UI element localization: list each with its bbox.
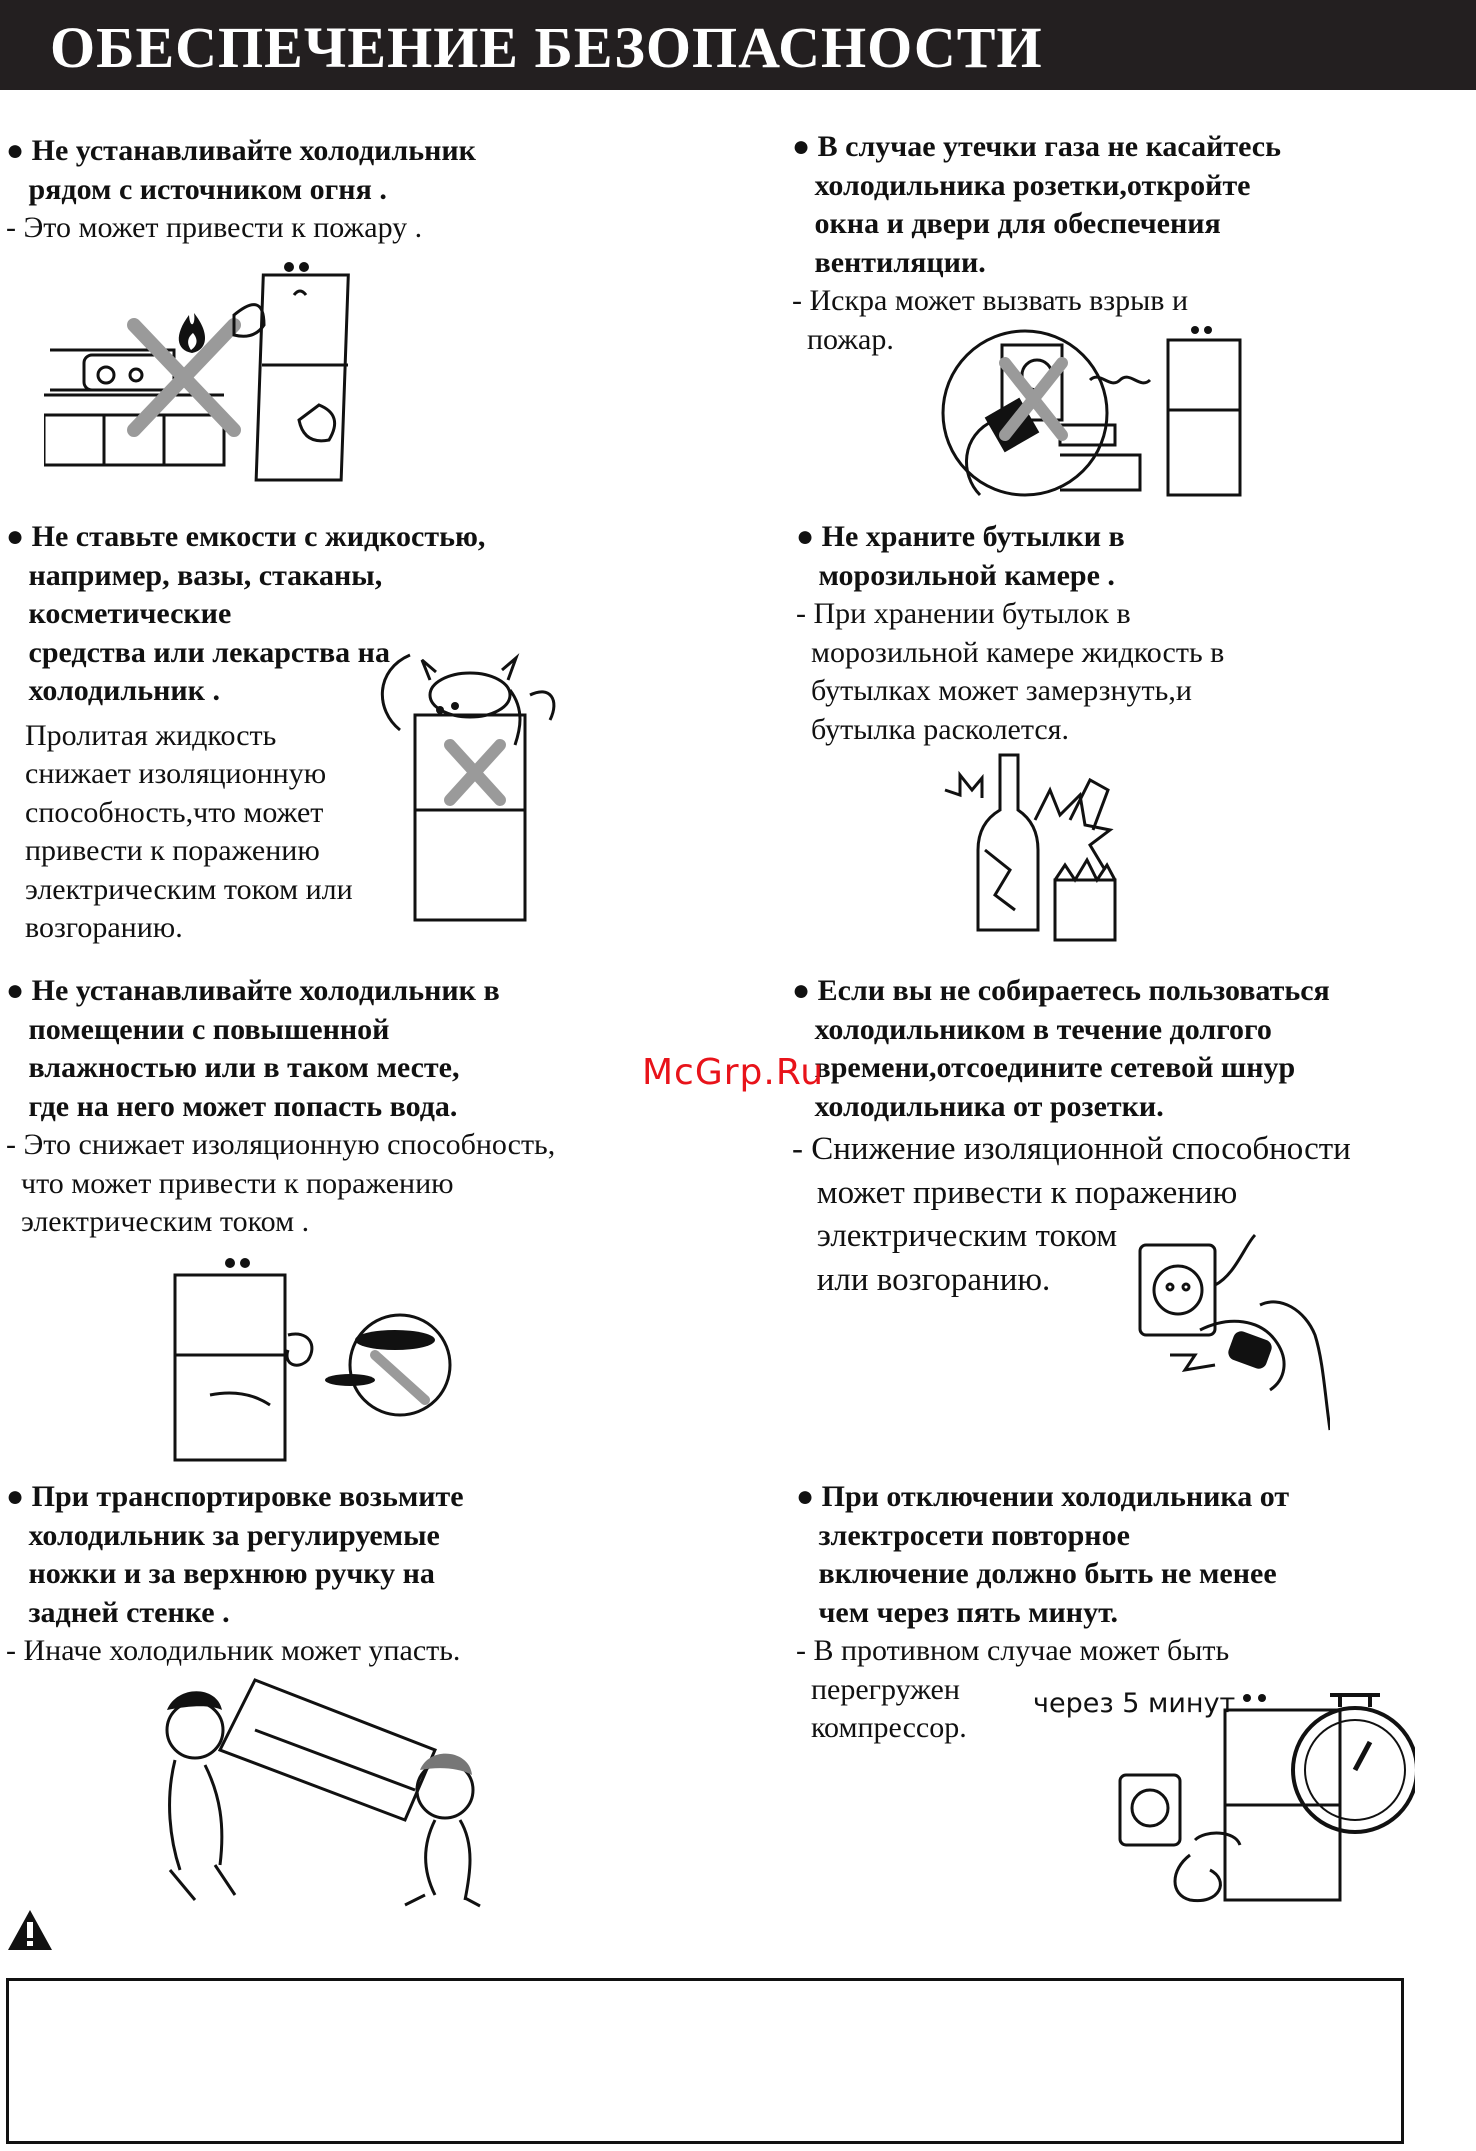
page-title: ОБЕСПЕЧЕНИЕ БЕЗОПАСНОСТИ xyxy=(50,15,1043,80)
section-transport xyxy=(6,1478,464,1671)
illustration-caption: через 5 минут xyxy=(1033,1688,1236,1719)
unplug-illustration xyxy=(1130,1225,1330,1435)
people-carrying-icon xyxy=(167,1680,480,1906)
section-note: Пролитая жидкость снижает изоляционную способность,что может привести к поражению электрическим током или возгоранию. xyxy=(25,718,353,944)
section-fire-source xyxy=(6,132,476,248)
section-note: - Искра может вызвать взрыв и пожар. xyxy=(792,284,1189,356)
cross-mark-icon xyxy=(375,1355,425,1400)
gas-leak-illustration xyxy=(940,325,1260,500)
humidity-illustration xyxy=(170,1255,500,1465)
section-note: - Иначе холодильник может упасть. xyxy=(6,1634,461,1667)
section-heading: ● Не устанавливайте холодильник в помещении с повышенной влажностью или в таком месте, где на него может попасть вода. xyxy=(6,974,500,1123)
section-note: - Снижение изоляционной способности может привести к поражению электрическим током или возгоранию. xyxy=(792,1131,1351,1298)
section-bottles xyxy=(796,518,1224,749)
people-carrying-illustration xyxy=(135,1670,505,1910)
watermark: McGrp.Ru xyxy=(642,1052,825,1093)
cross-mark-icon xyxy=(450,745,500,800)
water-icon xyxy=(225,1258,435,1386)
section-heading: ● При отключении холодильника от злектросети повторное включение должно быть не менее чем через пять минут. xyxy=(796,1480,1290,1629)
section-note: - В противном случае может быть перегружен компрессор. xyxy=(796,1634,1230,1744)
clock-icon xyxy=(1293,1695,1415,1832)
section-heading: ● Не храните бутылки в морозильной камере . xyxy=(796,520,1125,592)
liquid-spill-illustration xyxy=(360,650,560,930)
restart-delay-illustration xyxy=(1095,1680,1415,1905)
section-heading: ● Не устанавливайте холодильник рядом с источником огня . xyxy=(6,134,476,206)
section-heading: ● В случае утечки газа не касайтесь холодильника розетки,откройте окна и двери для обеспечения вентиляции. xyxy=(792,130,1281,279)
section-heading: ● При транспортировке возьмите холодильник за регулируемые ножки и за верхнюю ручку на задней стенке . xyxy=(6,1480,464,1629)
section-note: - Это снижает изоляционную способность, что может привести к поражению электрическим током . xyxy=(6,1128,556,1238)
section-humidity xyxy=(6,972,555,1242)
section-heading: ● Если вы не собираетесь пользоваться холодильником в течение долгого времени,отсоедините сетевой шнур холодильника от розетки. xyxy=(792,974,1330,1123)
page-header xyxy=(0,0,1476,90)
section-note: - Это может привести к пожару . xyxy=(6,211,423,244)
fire-icon xyxy=(179,313,205,353)
fridge-near-fire-illustration xyxy=(44,255,374,485)
bottle-icon xyxy=(945,755,1115,940)
warning-icon xyxy=(6,1908,54,1952)
section-note: - При хранении бутылок в морозильной камере жидкость в бутылках может замерзнуть,и бутылка расколется. xyxy=(796,597,1225,746)
broken-bottles-illustration xyxy=(940,750,1210,950)
section-heading: ● Не ставьте емкости с жидкостью, например, вазы, стаканы, косметические средства или лекарства на холодильник . xyxy=(6,520,486,707)
warning-box xyxy=(6,1978,1404,2144)
plug-icon xyxy=(1226,1329,1274,1371)
